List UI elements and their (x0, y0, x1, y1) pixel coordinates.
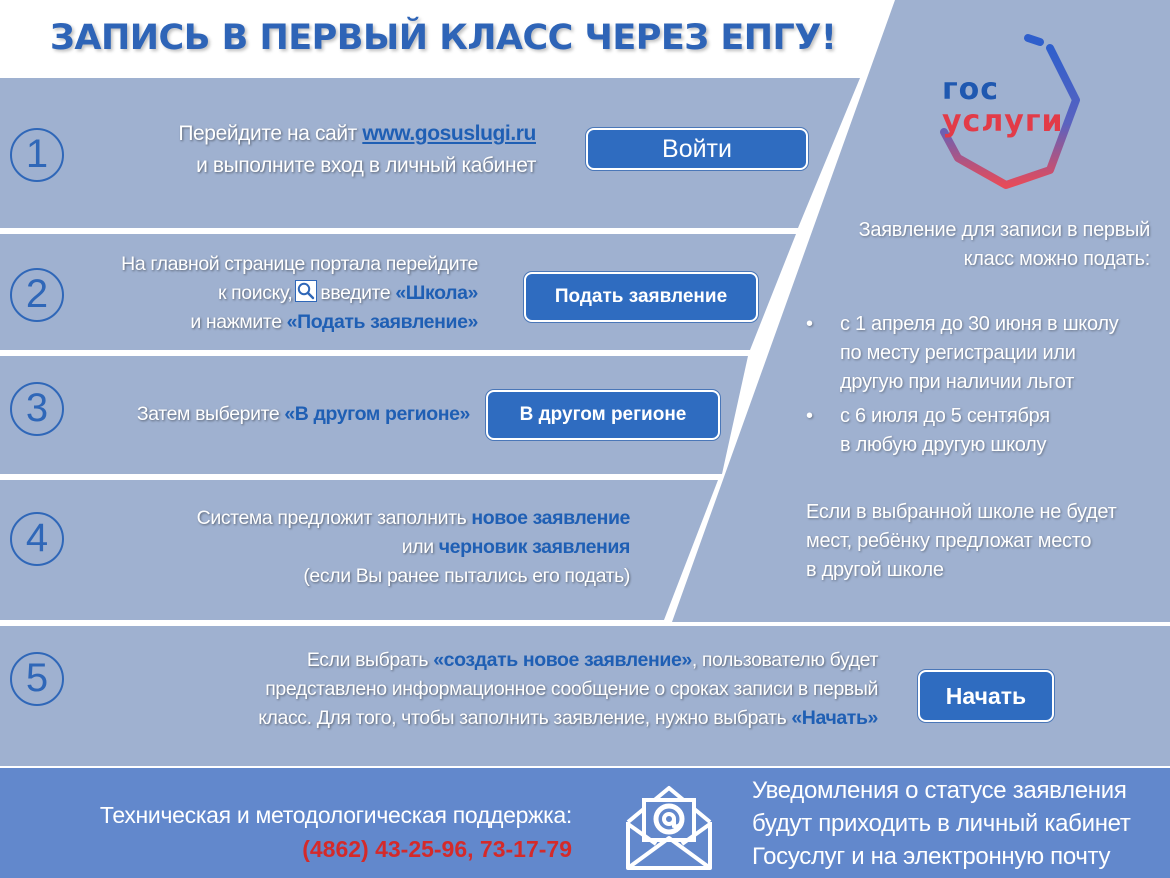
step-5-line2: представлено информационное сообщение о сроках записи в первый (265, 678, 878, 700)
step-2-number: 2 (10, 268, 64, 322)
step-4-line1-pre: Система предложит заполнить (196, 507, 472, 529)
step-5-start-term: «Начать» (791, 707, 878, 729)
step-2-line2-pre: к поиску, (218, 282, 293, 304)
step-5-text (258, 646, 878, 733)
gosuslugi-logo[interactable] (928, 20, 1098, 195)
bullet-2-line2: в любую другую школу (840, 434, 1047, 456)
step-2-search-term: «Школа» (395, 282, 478, 304)
step-4-number: 4 (10, 512, 64, 566)
bullet-1-marker: • (806, 313, 813, 335)
step-5-line1-pre: Если выбрать (306, 649, 434, 671)
step-3-number: 3 (10, 382, 64, 436)
step-4-text (197, 504, 630, 591)
logo-text-gos: гос (942, 72, 1000, 107)
bullet-1-line3: другую при наличии льгот (840, 371, 1075, 393)
step-4-line3: (если Вы ранее пытались его подать) (303, 565, 630, 587)
login-button[interactable]: Войти (586, 128, 808, 170)
step-3-line1-pre: Затем выберите (136, 403, 285, 425)
step-2-line2-mid: введите (320, 282, 396, 304)
step-3-region-term: «В другом регионе» (284, 403, 470, 425)
step-5-line1-post: , пользователю будет (691, 649, 878, 671)
step-2-line1: На главной странице портала перейдите (121, 253, 478, 275)
note-line3: в другой школе (806, 559, 944, 581)
note-line2: мест, ребёнку предложат место (806, 530, 1092, 552)
info-intro-line1: Заявление для записи в первый (858, 219, 1150, 241)
submit-application-button[interactable]: Подать заявление (524, 272, 758, 322)
logo-text-uslugi: услуги (942, 104, 1064, 139)
notice-line3: Госуслуг и на электронную почту (752, 843, 1111, 870)
step-2-action-term: «Подать заявление» (286, 311, 478, 333)
step-4-draft-application: черновик заявления (438, 536, 630, 558)
gosuslugi-link[interactable]: www.gosuslugi.ru (362, 122, 536, 145)
info-note (806, 498, 1116, 585)
bullet-1-line2: по месту регистрации или (840, 342, 1076, 364)
step-4-new-application: новое заявление (471, 507, 630, 529)
notification-notice (752, 774, 1131, 873)
support-label: Техническая и методологическая поддержка: (99, 802, 572, 828)
step-4-line2-pre: или (401, 536, 439, 558)
other-region-button[interactable]: В другом регионе (486, 390, 720, 440)
notice-line1: Уведомления о статусе заявления (752, 777, 1127, 804)
notice-line2: будут приходить в личный кабинет (752, 810, 1131, 837)
step-1-line2: и выполните вход в личный кабинет (196, 154, 536, 177)
step-1-text (178, 118, 536, 182)
email-at-icon (620, 778, 718, 874)
bullet-2-marker: • (806, 405, 813, 427)
search-icon (295, 280, 317, 302)
info-intro (859, 216, 1150, 274)
bullet-2-line1: с 6 июля до 5 сентября (840, 405, 1050, 427)
bullet-1-line1: с 1 апреля до 30 июня в школу (840, 313, 1119, 335)
page-title: ЗАПИСЬ В ПЕРВЫЙ КЛАСС ЧЕРЕЗ ЕПГУ! (50, 18, 837, 58)
support-phones[interactable]: (4862) 43-25-96, 73-17-79 (302, 836, 572, 862)
info-intro-line2: класс можно подать: (963, 248, 1150, 270)
info-bullet-2 (806, 402, 1050, 460)
info-bullet-1 (806, 310, 1118, 397)
step-1-line1: Перейдите на сайт (178, 122, 363, 145)
step-5-number: 5 (10, 652, 64, 706)
step-5-line3-pre: класс. Для того, чтобы заполнить заявление, нужно выбрать (258, 707, 792, 729)
step-2-line3-pre: и нажмите (190, 311, 287, 333)
step-3-text (137, 400, 470, 429)
start-button[interactable]: Начать (918, 670, 1054, 722)
note-line1: Если в выбранной школе не будет (806, 501, 1117, 523)
step-5-create-term: «создать новое заявление» (433, 649, 692, 671)
step-2-text (121, 250, 478, 337)
step-1-number: 1 (10, 128, 64, 182)
